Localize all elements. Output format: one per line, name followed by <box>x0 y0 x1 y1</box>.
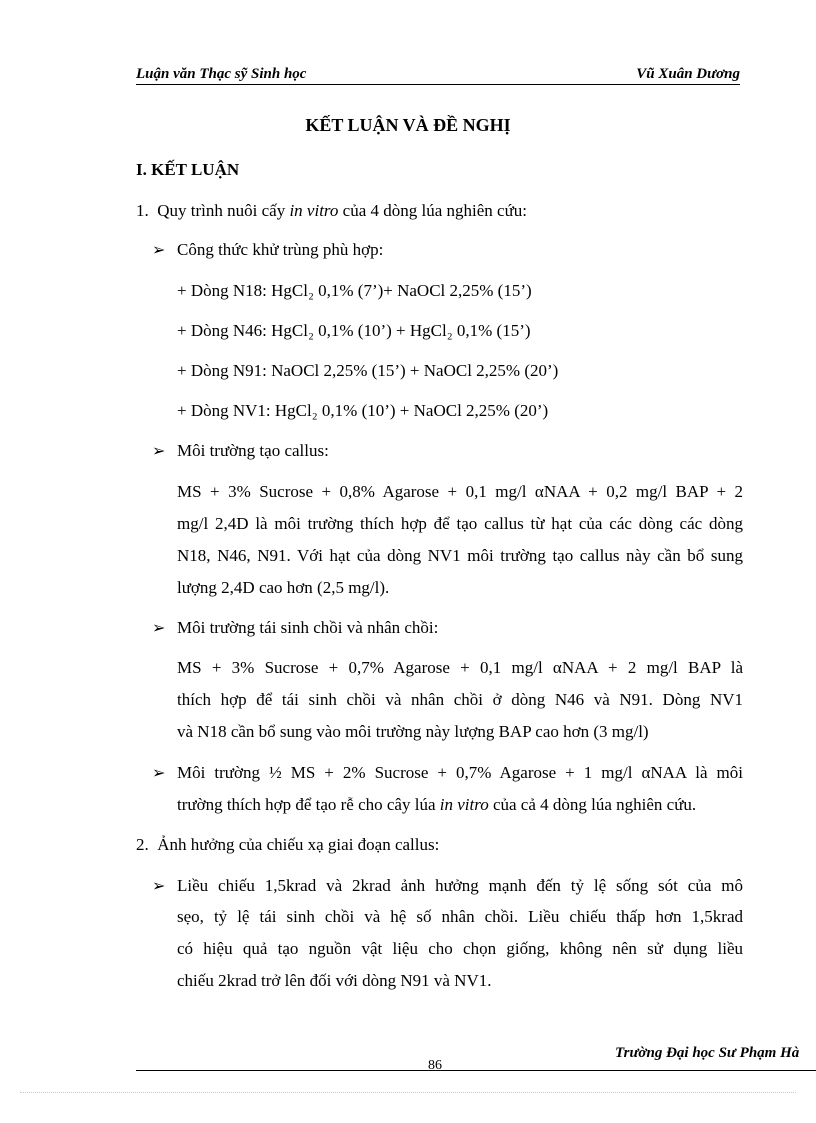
root-text-a: trường thích hợp để tạo rễ cho cây lúa <box>177 795 440 814</box>
root-text-b: của cả 4 dòng lúa nghiên cứu. <box>488 795 697 814</box>
root-italic: in vitro <box>439 795 489 814</box>
irradiation-line: Liều chiếu 1,5krad và 2krad ảnh hưởng mạnh đến tỷ lệ sống sót của mô <box>177 876 743 895</box>
header-left: Luận văn Thạc sỹ Sinh học <box>136 66 307 82</box>
footer-school: Trường Đại học Sư Phạm Hà <box>615 1045 800 1061</box>
page-edge-dotted-line <box>20 1092 796 1093</box>
item-1 <box>136 201 527 221</box>
item-2-text: Ảnh hưởng của chiếu xạ giai đoạn callus: <box>157 835 440 854</box>
irradiation-line: chiếu 2krad trở lên đối với dòng N91 và NV1. <box>177 971 492 990</box>
item-1-text-a: Quy trình nuôi cấy <box>157 201 290 220</box>
callus-line: MS + 3% Sucrose + 0,8% Agarose + 0,1 mg/l αNAA + 0,2 mg/l BAP + 2 <box>177 482 743 501</box>
footer-divider <box>136 1070 816 1071</box>
callus-line: N18, N46, N91. Với hạt của dòng NV1 môi trường tạo callus này cần bổ sung <box>177 546 743 565</box>
sterilize-line: + Dòng N18: HgCl₂ 0,1% (7’)+ NaOCl 2,25% (15’) <box>177 281 532 300</box>
item-1-italic: in vitro <box>289 201 339 220</box>
root-line-2 <box>177 795 696 815</box>
regen-line: MS + 3% Sucrose + 0,7% Agarose + 0,1 mg/l αNAA + 2 mg/l BAP là <box>177 658 743 677</box>
regen-line: thích hợp để tái sinh chồi và nhân chồi ở dòng N46 và N91. Dòng NV1 <box>177 690 743 709</box>
bullet-callus: Môi trường tạo callus: <box>177 441 329 460</box>
sterilize-line: + Dòng N91: NaOCl 2,25% (15’) + NaOCl 2,25% (20’) <box>177 361 559 380</box>
arrow-bullet-icon: ➢ <box>152 443 166 460</box>
running-header <box>136 66 740 85</box>
sterilize-line: + Dòng NV1: HgCl₂ 0,1% (10’) + NaOCl 2,25% (20’) <box>177 401 549 420</box>
page-number: 86 <box>428 1058 442 1073</box>
bullet-regen: Môi trường tái sinh chồi và nhân chồi: <box>177 618 439 637</box>
bullet-sterilize: Công thức khử trùng phù hợp: <box>177 240 384 259</box>
item-2 <box>136 835 439 855</box>
arrow-bullet-icon: ➢ <box>152 765 166 782</box>
item-1-number: 1. <box>136 201 149 220</box>
arrow-bullet-icon: ➢ <box>152 620 166 637</box>
item-2-number: 2. <box>136 835 149 854</box>
arrow-bullet-icon: ➢ <box>152 878 166 895</box>
arrow-bullet-icon: ➢ <box>152 242 166 259</box>
irradiation-line: sẹo, tỷ lệ tái sinh chồi và hệ số nhân chồi. Liều chiếu thấp hơn 1,5krad <box>177 907 743 926</box>
irradiation-line: có hiệu quả tạo nguồn vật liệu cho chọn giống, không nên sử dụng liều <box>177 939 743 958</box>
regen-line: và N18 cần bổ sung vào môi trường này lượng BAP cao hơn (3 mg/l) <box>177 722 649 741</box>
page-title: KẾT LUẬN VÀ ĐỀ NGHỊ <box>305 115 511 135</box>
callus-line: mg/l 2,4D là môi trường thích hợp để tạo callus từ hạt của các dòng các dòng <box>177 514 743 533</box>
callus-line: lượng 2,4D cao hơn (2,5 mg/l). <box>177 578 390 597</box>
sterilize-line: + Dòng N46: HgCl₂ 0,1% (10’) + HgCl₂ 0,1% (15’) <box>177 321 531 340</box>
header-right: Vũ Xuân Dương <box>636 66 740 82</box>
section-heading: I. KẾT LUẬN <box>136 160 240 179</box>
root-line: Môi trường ½ MS + 2% Sucrose + 0,7% Agarose + 1 mg/l αNAA là môi <box>177 763 743 782</box>
item-1-text-b: của 4 dòng lúa nghiên cứu: <box>338 201 528 220</box>
